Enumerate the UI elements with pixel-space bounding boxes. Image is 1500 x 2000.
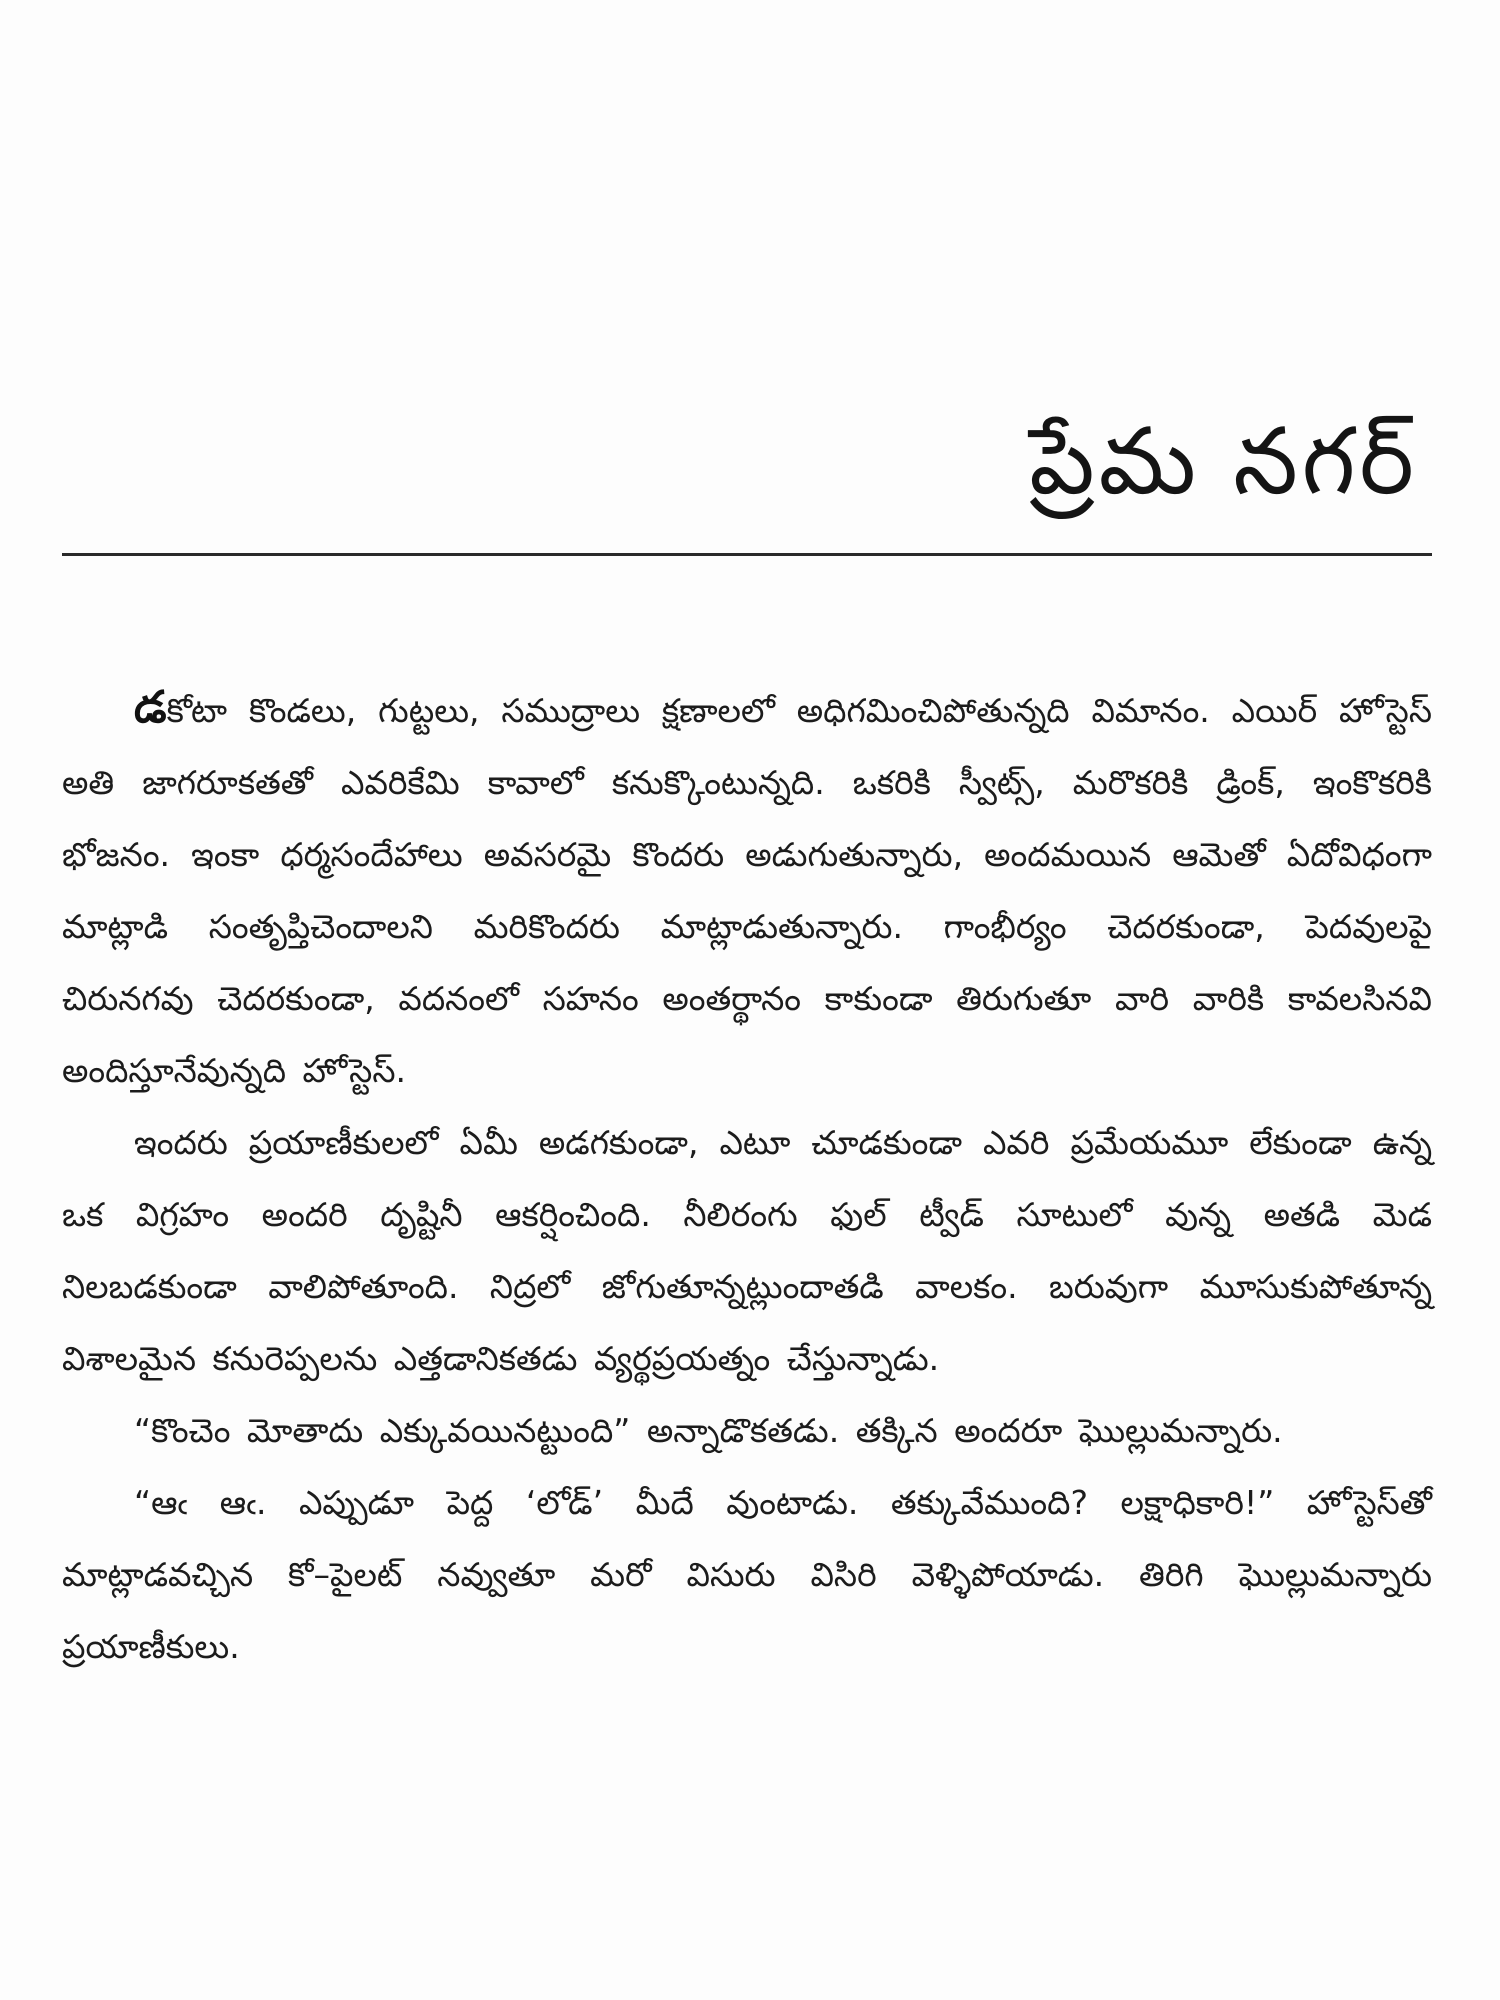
paragraph-2: ఇందరు ప్రయాణీకులలో ఏమీ అడగకుండా, ఎటూ చూడకుండా ఎవరి ప్రమేయమూ లేకుండా ఉన్న ఒక విగ్రహం అందరి దృష్టినీ ఆకర్షించింది. నీలిరంగు ఫుల్ ట్వీడ్ సూటులో వున్న అతడి మెడ నిలబడకుండా వాలిపోతూంది. నిద్రలో జోగుతూన్నట్లుందాతడి వాలకం. బరువుగా మూసుకుపోతూన్న విశాలమైన కనురెప్పలను ఎత్తడానికతడు వ్యర్థప్రయత్నం చేస్తున్నాడు.: [62, 1123, 1432, 1378]
paragraph-3: “కొంచెం మోతాదు ఎక్కువయినట్టుంది” అన్నాడొకతడు. తక్కిన అందరూ ఘొల్లుమన్నారు.: [134, 1411, 1283, 1450]
chapter-title: ప్రేమ నగర్: [1029, 408, 1418, 515]
chapter-body: [62, 672, 1432, 1683]
paragraph-1: [62, 672, 1432, 1107]
paragraph-4: “ఆఁ ఆఁ. ఎప్పుడూ పెద్ద ‘లోడ్’ మీదే వుంటాడు. తక్కువేముంది? లక్షాధికారి!” హోస్టెస్‌తో మాట్లాడవచ్చిన కో–పైలట్ నవ్వుతూ మరో విసురు విసిరి వెళ్ళిపోయాడు. తిరిగి ఘొల్లుమన్నారు ప్రయాణీకులు.: [62, 1483, 1432, 1666]
drop-cap-letter: డ: [134, 682, 167, 733]
paragraph-1-text: కోటా కొండలు, గుట్టలు, సముద్రాలు క్షణాలలో అధిగమించిపోతున్నది విమానం. ఎయిర్ హోస్టెస్ అతి జాగరూకతతో ఎవరికేమి కావాలో కనుక్కొంటున్నది. ఒకరికి స్వీట్స్, మరొకరికి డ్రింక్, ఇంకొకరికి భోజనం. ఇంకా ధర్మసందేహాలు అవసరమై కొందరు అడుగుతున్నారు, అందమయిన ఆమెతో ఏదోవిధంగా మాట్లాడి సంతృప్తిచెందాలని మరికొందరు మాట్లాడుతున్నారు. గాంభీర్యం చెదరకుండా, పెదవులపై చిరునగవు చెదరకుండా, వదనంలో సహనం అంతర్థానం కాకుండా తిరుగుతూ వారి వారికి కావలసినవి అందిస్తూనేవున్నది హోస్టెస్.: [62, 691, 1432, 1090]
title-divider: [62, 553, 1432, 556]
